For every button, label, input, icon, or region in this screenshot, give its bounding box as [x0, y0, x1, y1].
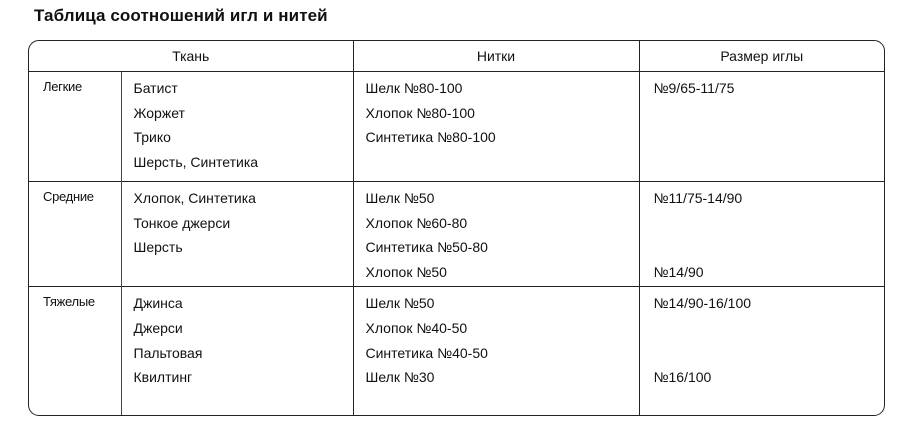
needle-item [654, 318, 885, 343]
needle-item: №11/75-14/90 [653, 190, 743, 206]
fabric-cell [121, 72, 353, 182]
fabric-item: Шерсть [133, 239, 183, 256]
thread-item: Синтетика №40-50 [365, 344, 488, 361]
threads-cell [353, 72, 639, 182]
fabric-item: Пальтовая [133, 344, 203, 361]
needle-size-cell [639, 182, 884, 287]
category-cell: Средние [29, 182, 121, 287]
category-cell: Тяжелые [29, 287, 121, 416]
thread-item: Шелк №50 [365, 295, 435, 312]
fabric-item: Джинса [133, 295, 183, 312]
needle-item [654, 103, 885, 128]
thread-item [366, 152, 639, 177]
needle-item [654, 213, 885, 238]
needle-item [654, 343, 885, 368]
fabric-cell [121, 287, 353, 416]
thread-item: Синтетика №50-80 [365, 239, 488, 256]
fabric-item [134, 262, 353, 287]
needle-item: №14/90-16/100 [653, 295, 752, 312]
needle-item: №9/65-11/75 [653, 80, 735, 96]
table-row-light [29, 72, 884, 182]
needle-item [654, 237, 885, 262]
page-title: Таблица соотношений игл и нитей [34, 6, 328, 25]
needle-item: №16/100 [653, 369, 712, 386]
threads-cell [353, 182, 639, 287]
needle-thread-table [28, 40, 885, 416]
thread-item: Шелк №30 [365, 369, 435, 386]
needle-size-cell [639, 287, 884, 416]
fabric-item: Батист [133, 80, 178, 96]
table-header-row [29, 41, 884, 72]
header-fabric: Ткань [29, 41, 353, 72]
fabric-item: Жоржет [133, 104, 185, 121]
thread-item: Синтетика №80-100 [365, 129, 496, 146]
needle-item [654, 152, 885, 177]
fabric-item: Хлопок, Синтетика [133, 190, 256, 206]
needle-size-cell [639, 72, 884, 182]
thread-item: Хлопок №60-80 [365, 214, 468, 231]
thread-item: Шелк №50 [365, 190, 435, 206]
fabric-item: Тонкое джерси [133, 214, 231, 231]
category-cell: Легкие [43, 79, 82, 94]
fabric-item: Трико [133, 129, 171, 146]
threads-cell [353, 287, 639, 416]
fabric-item: Квилтинг [133, 369, 193, 386]
table-grid [29, 41, 884, 416]
thread-item: Хлопок №50 [365, 263, 447, 280]
table-row-heavy [29, 287, 884, 416]
fabric-cell [121, 182, 353, 287]
needle-item [654, 127, 885, 152]
table-row-medium [29, 182, 884, 287]
fabric-item: Джерси [133, 319, 183, 336]
thread-item: Шелк №80-100 [365, 80, 463, 96]
header-threads: Нитки [353, 41, 639, 72]
fabric-item: Шерсть, Синтетика [133, 153, 259, 170]
thread-item: Хлопок №40-50 [365, 319, 468, 336]
needle-item: №14/90 [653, 263, 704, 280]
thread-item: Хлопок №80-100 [365, 104, 475, 121]
header-needle-size: Размер иглы [639, 41, 884, 72]
